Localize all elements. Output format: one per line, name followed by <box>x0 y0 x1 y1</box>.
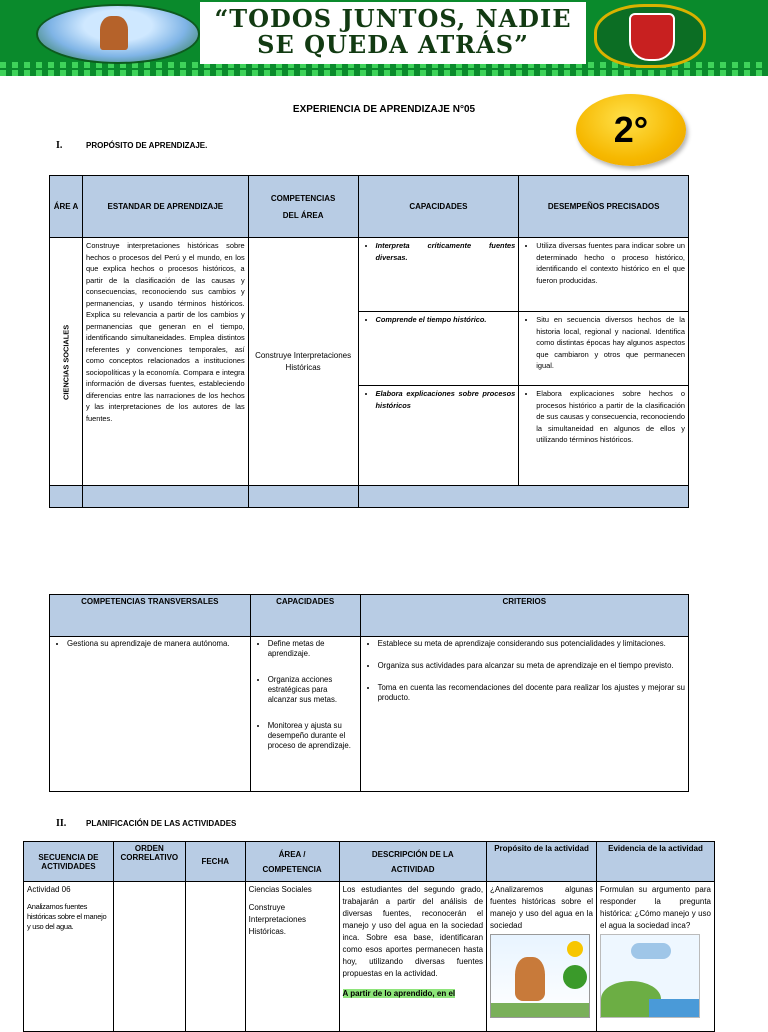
descripcion-cell <box>339 882 487 1032</box>
header-descripcion <box>339 842 487 882</box>
header-criterios: CRITERIOS <box>360 595 688 637</box>
desempeno-item: • Situ en secuencia diversos hechos de la historia local, regional y nacional. Identifica como distintas épocas hay algunos aspectos que cambiaron y otros que permanecen igual. <box>536 314 685 372</box>
section-heading <box>56 818 236 829</box>
capacidades-cell <box>250 637 360 792</box>
banner-stripe <box>0 70 768 76</box>
capacidad-item: • Define metas de aprendizaje. <box>268 639 357 659</box>
section-heading <box>56 140 207 151</box>
header-competencias-transversales: COMPETENCIAS TRANSVERSALES <box>50 595 251 637</box>
header-area-line2: COMPETENCIA <box>262 864 322 874</box>
desempeno-cell <box>519 312 689 386</box>
section-title: PROPÓSITO DE APRENDIZAJE. <box>86 141 208 150</box>
criterio-item: • Establece su meta de aprendizaje considerando sus potencialidades y limitaciones. <box>378 639 685 649</box>
descripcion-highlight: A partir de lo aprendido, en el <box>342 989 456 998</box>
descripcion-text: Los estudiantes del segundo grado, trabajarán a partir del análisis de diversas fuentes, reconocerán el manejo y uso del agua en la sociedad inca. Sobre esa base, identificaran como esos aportes permanecen hasta hoy, utilizando diversas fuentes propuestas en la actividad. <box>342 885 484 978</box>
header-area: ÁRE A <box>50 176 83 238</box>
section-title: PLANIFICACIÓN DE LAS ACTIVIDADES <box>86 819 237 828</box>
empty-cell <box>358 486 688 508</box>
competencia-item: • Gestiona su aprendizaje de manera autónoma. <box>67 639 247 649</box>
header-competencias-line1: COMPETENCIAS <box>270 193 336 203</box>
proposito-text: ¿Analizaremos algunas fuentes históricas sobre el manejo y uso del agua en la sociedad <box>490 885 594 930</box>
desempeno-cell <box>519 386 689 486</box>
criterio-item: • Organiza sus actividades para alcanzar su meta de aprendizaje en el tiempo previsto. <box>378 661 685 671</box>
header-desempenos: DESEMPEÑOS PRECISADOS <box>519 176 689 238</box>
competencia-transversal-cell <box>50 637 251 792</box>
proposito-cell <box>487 882 597 1032</box>
header-banner <box>0 0 768 76</box>
evidencia-text: Formulan su argumento para responder la pregunta histórica: ¿Cómo manejo y uso el agua la sociedad inca? <box>600 885 711 930</box>
desempeno-cell <box>519 238 689 312</box>
school-crest-icon <box>594 4 706 68</box>
area-competencia-cell <box>245 882 339 1032</box>
header-estandar: ESTANDAR DE APRENDIZAJE <box>82 176 248 238</box>
desempeno-item: • Elabora explicaciones sobre hechos o procesos histórico a partir de la clasificación de sus causas y consecuencia, reconociendo la simultaneidad en algunos de ellos y utilizando términos históricos. <box>536 388 685 446</box>
capacidad-item: • Interpreta críticamente fuentes diversas. <box>376 240 516 263</box>
actividad-number: Actividad 06 <box>27 885 71 894</box>
capacidad-cell <box>358 386 519 486</box>
area-cell: CIENCIAS SOCIALES <box>50 238 83 486</box>
header-orden: ORDEN CORRELATIVO <box>113 842 185 882</box>
header-competencias <box>248 176 358 238</box>
banner-title-line2: SE QUEDA ATRÁS” <box>257 30 529 59</box>
actividad-description: Analizamos fuentes históricas sobre el manejo y uso del agua. <box>27 902 107 931</box>
activity-planning-table <box>23 841 715 1032</box>
section-number: II. <box>56 818 67 829</box>
header-evidencia: Evidencia de la actividad <box>597 842 715 882</box>
empty-cell <box>248 486 358 508</box>
fecha-cell <box>185 882 245 1032</box>
capacidad-item: • Elabora explicaciones sobre procesos históricos <box>376 388 516 411</box>
empty-cell <box>50 486 83 508</box>
criterio-item: • Toma en cuenta las recomendaciones del docente para realizar los ajustes y mejorar su producto. <box>378 683 685 703</box>
capacidad-item: • Comprende el tiempo histórico. <box>376 314 516 326</box>
header-capacidades-2: CAPACIDADES <box>250 595 360 637</box>
header-descripcion-line1: DESCRIPCIÓN DE LA <box>371 849 454 859</box>
capacidad-cell <box>358 238 519 312</box>
estandar-cell: Construye interpretaciones históricas sobre hechos o procesos del Perú y el mundo, en los que explica hechos o procesos históricos, a partir de la clasificación de las causas y consecuencias, reconociendo sus cambios y permanencias, y usando términos históricos. Explica su relevancia a partir de los cambios y permanencias que generan en el tiempo, identificando simultaneidades. Emplea distintos referentes y convenciones temporales, así como conceptos relacionados a instituciones sociopolíticas y la economía. Compara e integra información de diversas fuentes, estableciendo diferencias entre las narraciones de los hechos y las interpretaciones de los autores de las fuentes. <box>82 238 248 486</box>
header-fecha: FECHA <box>185 842 245 882</box>
competencia-name: Construye Interpretaciones Históricas. <box>248 903 307 936</box>
area-name: Ciencias Sociales <box>248 885 312 894</box>
grade-badge: 2° <box>576 94 686 166</box>
header-proposito: Propósito de la actividad <box>487 842 597 882</box>
section-number: I. <box>56 140 63 151</box>
transversal-competencies-table <box>49 594 689 792</box>
capacidad-item: • Monitorea y ajusta su desempeño durante el proceso de aprendizaje. <box>268 721 357 751</box>
criterios-cell <box>360 637 688 792</box>
desempeno-item: • Utiliza diversas fuentes para indicar sobre un determinado hecho o proceso histórico, identificando el contexto histórico en el que fueron producidas. <box>536 240 685 286</box>
header-competencias-line2: DEL ÁREA <box>282 210 324 220</box>
header-capacidades: CAPACIDADES <box>358 176 519 238</box>
header-area-competencia <box>245 842 339 882</box>
header-area-line1: ÁREA / <box>278 849 306 859</box>
shield-icon <box>629 13 675 61</box>
actividad-cell <box>24 882 114 1032</box>
page-title: EXPERIENCIA DE APRENDIZAJE N°05 <box>292 104 476 115</box>
farmer-watering-illustration <box>490 934 590 1018</box>
capacidad-cell <box>358 312 519 386</box>
evidencia-cell <box>597 882 715 1032</box>
learning-purpose-table <box>49 175 689 508</box>
competencia-cell: Construye Interpretaciones Históricas <box>248 238 358 486</box>
banner-title-line1: “TODOS JUNTOS, NADIE <box>214 4 572 33</box>
orden-cell <box>113 882 185 1032</box>
header-descripcion-line2: ACTIVIDAD <box>390 864 435 874</box>
empty-cell <box>82 486 248 508</box>
banner-title <box>200 6 586 58</box>
header-secuencia: SECUENCIA DE ACTIVIDADES <box>24 842 114 882</box>
capacidad-item: • Organiza acciones estratégicas para alcanzar sus metas. <box>268 675 357 705</box>
water-cycle-illustration <box>600 934 700 1018</box>
runner-logo-icon <box>36 4 200 64</box>
